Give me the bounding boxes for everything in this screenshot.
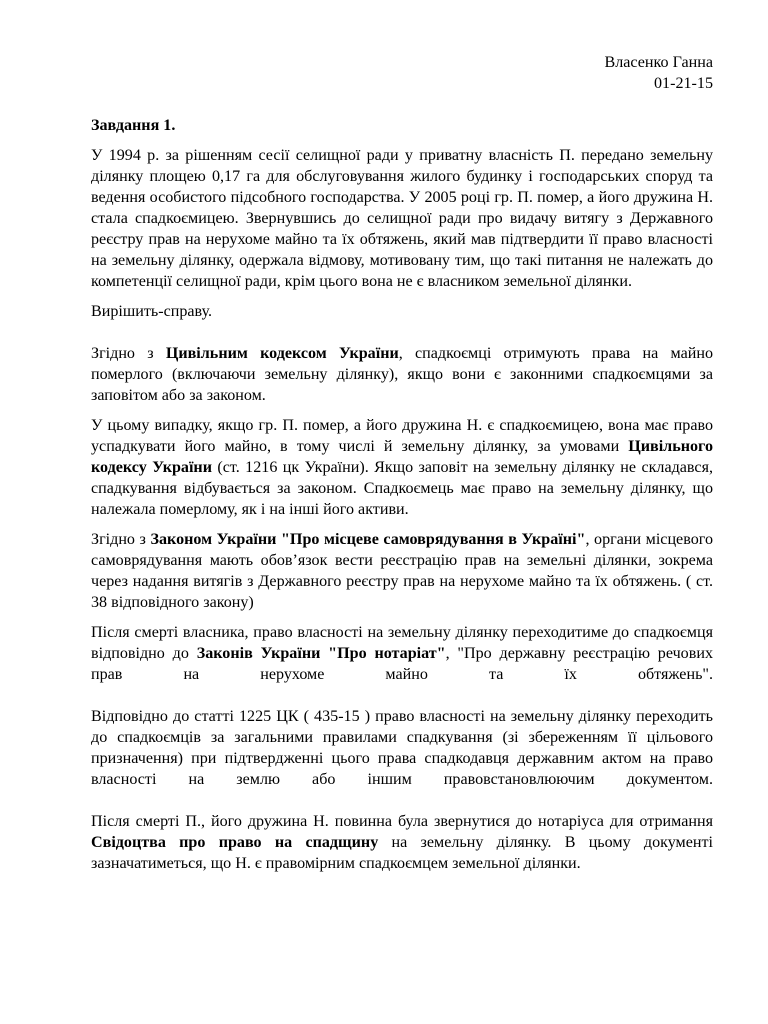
answer-paragraph-article-1225: Відповідно до статті 1225 ЦК ( 435-15 ) право власності на земельну ділянку переходить до спадкоємців за загальними правилами спадкування (зі збереженням її цільового призначення) при підтвердженні цього права спадкодавця державним актом на право власності на землю або іншим правовстановлюючим документом. [91, 708, 713, 788]
paragraph-spacer [91, 799, 713, 811]
text-run: Після смерті власника, право власності на земельну ділянку переходитиме до спадкоємця відповідно до [91, 624, 713, 662]
document-body [91, 115, 713, 883]
author-name: Власенко Ганна [604, 54, 713, 71]
bold-law-reference: Цивільного кодексу України [91, 438, 713, 476]
paragraph-spacer [91, 694, 713, 706]
text-run: Після смерті П., його дружина Н. повинна була звернутися до нотаріуса для отримання [91, 813, 713, 830]
answer-paragraph-local-government [91, 529, 713, 613]
text-run: , "Про державну реєстрацію речових прав на нерухоме майно та їх обтяжень". [91, 645, 713, 683]
bold-document-reference: Свідоцтва про право на спадщину [91, 834, 379, 851]
author-block [605, 52, 714, 94]
text-run: (ст. 1216 цк України). Якщо заповіт на земельну ділянку не складався, спадкування відбувається за законом. Спадкоємець має право на земельну ділянку, що належала померлому, як і на інші його активи. [91, 459, 713, 518]
paragraph-spacer [91, 331, 713, 343]
task-title: Завдання 1. [91, 117, 176, 134]
text-run: , органи місцевого самоврядування мають обов’язок вести реєстрацію прав на земельні ділянки, зокрема через надання витягів з Державного реєстру прав на нерухоме майно та їх обтяжень. ( ст. 38 відповідного закону) [91, 531, 713, 611]
text-run: У цьому випадку, якщо гр. П. помер, а його дружина Н. є спадкоємицею, вона має право успадкувати його майно, в тому числі й земельну ділянку, за умовами [91, 417, 713, 455]
bold-law-reference: Цивільним кодексом України [165, 345, 399, 362]
answer-paragraph-inheritance [91, 415, 713, 520]
document-date: 01-21-15 [654, 75, 713, 92]
answer-paragraph-certificate [91, 811, 713, 874]
answer-paragraph-civil-code [91, 343, 713, 406]
text-run: Згідно з [91, 531, 151, 548]
bold-law-reference: Законом України "Про місцеве самоврядування в Україні" [150, 531, 586, 548]
task-statement: У 1994 р. за рішенням сесії селищної ради у приватну власність П. передано земельну ділянку площею 0,17 га для обслуговування жилого будинку і господарських споруд та ведення особистого підсобного господарства. У 2005 році гр. П. помер, а його дружина Н. стала спадкоємицею. Звернувшись до селищної ради про видачу витягу з Державного реєстру прав на нерухоме майно та їх обтяжень, який мав підтвердити її право власності на земельну ділянку, одержала відмову, мотивовану тим, що такі питання не належать до компетенції селищної ради, крім цього вона не є власником земельної ділянки. [91, 147, 713, 290]
task-instruction: Вирішить-справу. [91, 303, 213, 320]
text-run: на земельну ділянку. В цьому документі зазначатиметься, що Н. є правомірним спадкоємцем земельної ділянки. [91, 834, 713, 872]
text-run: , спадкоємці отримують права на майно померлого (включаючи земельну ділянку), якщо вони є законними спадкоємцями за заповітом або за законом. [91, 345, 713, 404]
text-run: Згідно з [91, 345, 166, 362]
answer-paragraph-notary [91, 622, 713, 685]
bold-law-reference: Законів України "Про нотаріат" [196, 645, 446, 662]
